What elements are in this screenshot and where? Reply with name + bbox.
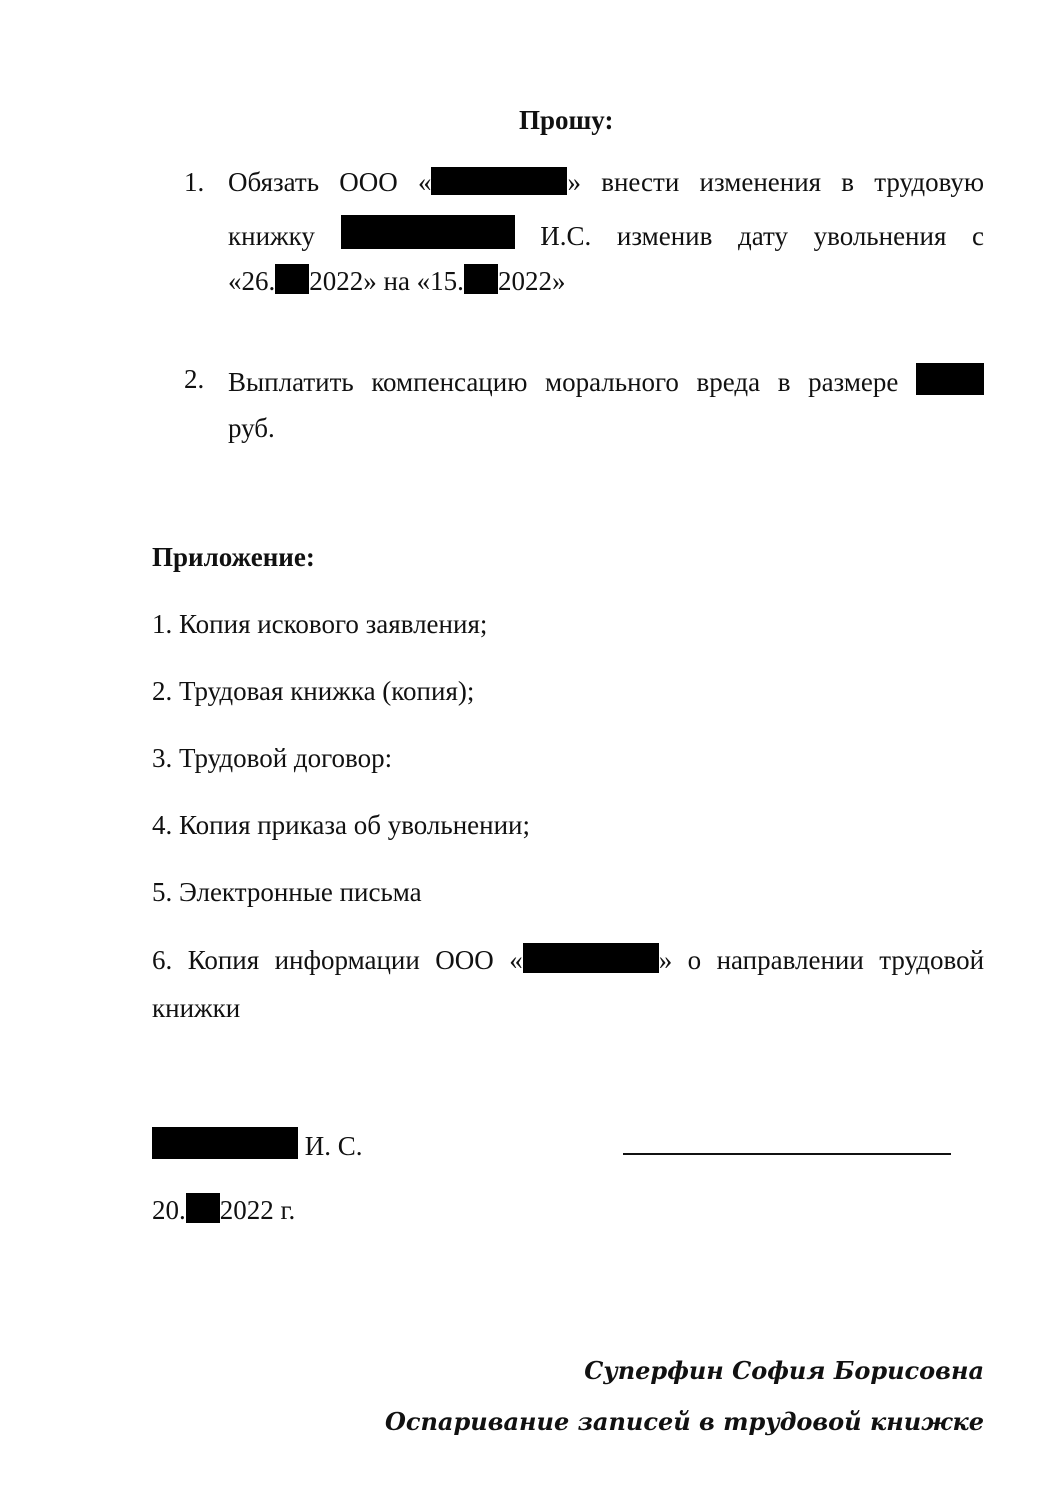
appendix-item-5: 5. Электронные письма [152,877,422,907]
request-item-1-number: 1. [184,167,205,197]
appendix-item-1: 1. Копия искового заявления; [152,609,488,639]
request-item-1-line-1: Обязать ООО « » внести изменения в трудовую [228,167,985,197]
appendix-item-6-line-1: 6. Копия информации ООО « » о направлении трудовой [152,945,985,975]
redacted-amount [916,363,984,395]
footer-subject: Оспаривание записей в трудовой книжке [384,1407,984,1436]
appendix-heading: Приложение: [152,542,315,572]
redacted-month [275,264,309,294]
redacted-company-name [523,943,659,973]
redacted-surname [152,1127,298,1159]
request-item-2-line-2: руб. [228,413,275,443]
signature-date: 20. 2022 г. [152,1195,296,1225]
appendix-item-2: 2. Трудовая книжка (копия); [152,676,475,706]
appendix-item-3: 3. Трудовой договор: [152,743,393,773]
appendix-item-6-line-2: книжки [152,993,241,1023]
request-heading: Прошу: [519,105,614,135]
signer-name: И. С. [152,1127,363,1162]
request-item-2-line-1: Выплатить компенсацию морального вреда в размере [228,363,984,398]
signature-line [623,1153,951,1155]
appendix-item-4: 4. Копия приказа об увольнении; [152,810,530,840]
redacted-month [186,1193,220,1223]
redacted-company-name [431,167,567,195]
request-item-1-line-3: «26. 2022» на «15. 2022» [228,266,566,296]
redacted-surname [341,215,515,249]
request-item-1-line-2: книжку И.С. изменив дату увольнения с [228,215,984,252]
request-item-2-number: 2. [184,364,205,394]
footer-author: Суперфин София Борисовна [584,1356,984,1385]
redacted-month [464,264,498,294]
